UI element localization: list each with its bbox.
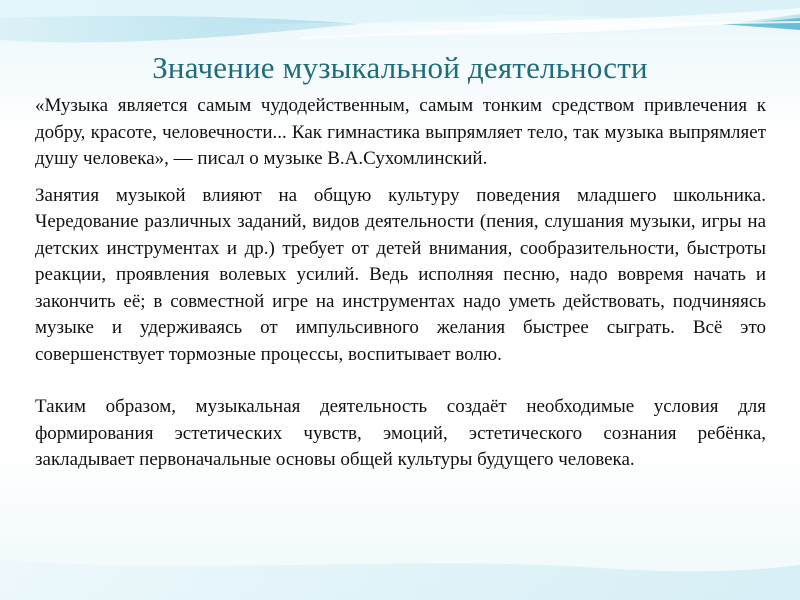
slide-title: Значение музыкальной деятельности: [152, 50, 648, 85]
slide-body: [35, 93, 766, 474]
conclusion-paragraph: Таким образом, музыкальная деятельность создаёт необходимые условия для формирования эстетических чувств, эмоций, эстетического сознания ребёнка, закладывает первоначальные основы общей культуры будущего человека.: [35, 396, 766, 470]
quote-paragraph: «Музыка является самым чудодейственным, самым тонким средством привлечения к добру, красоте, человечности... Как гимнастика выпрямляет тело, так музыка выпрямляет душу человека», — писал о музыке В.А.Сухомлинский.: [35, 95, 766, 169]
paragraph-spacer: [35, 368, 766, 394]
body-paragraph: Занятия музыкой влияют на общую культуру поведения младшего школьника. Чередование различных заданий, видов деятельности (пения, слушания музыки, игры на детских инструментах и др.) требует от детей внимания, сообразительности, быстроты реакции, проявления волевых усилий. Ведь исполняя песню, надо вовремя начать и закончить её; в совместной игре на инструментах надо уметь действовать, подчиняясь музыке и удерживаясь от импульсивного желания быстрее сыграть. Всё это совершенствует тормозные процессы, воспитывает волю.: [35, 184, 766, 365]
bottom-wave: [0, 560, 800, 600]
